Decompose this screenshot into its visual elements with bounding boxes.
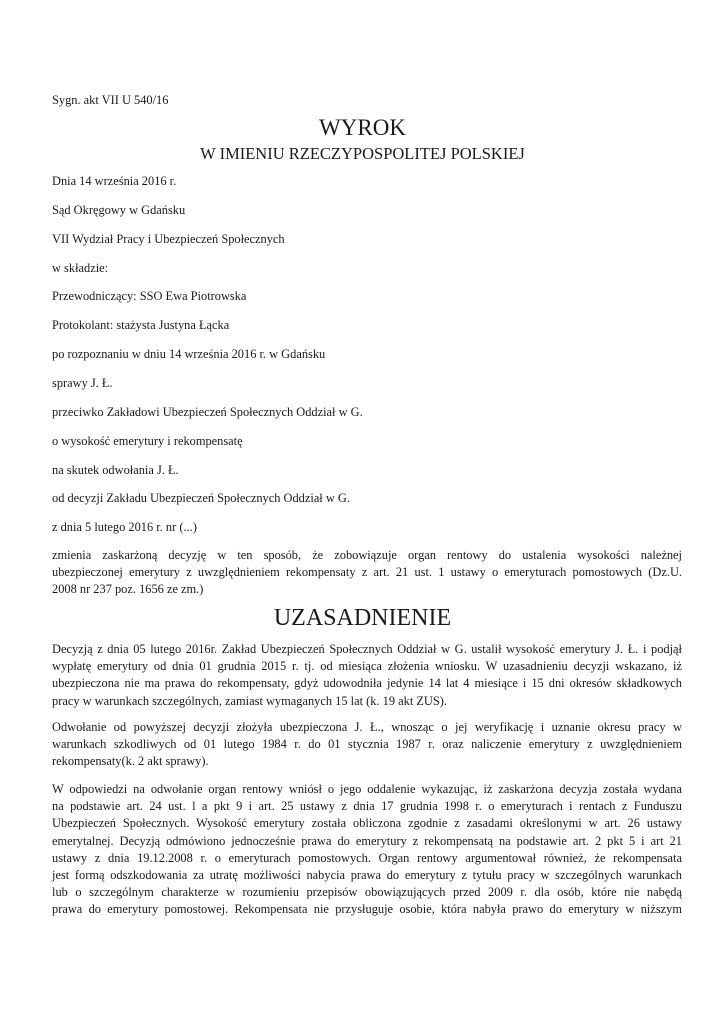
justification-title: UZASADNIENIE bbox=[273, 605, 452, 631]
judgment-title: WYROK bbox=[319, 115, 406, 140]
header-line: Sąd Okręgowy w Gdańsku bbox=[52, 203, 186, 217]
text-line: Decyzją z dnia 05 lutego 2016r. Zakład Ubezpieczeń Społecznych Oddział w G. ustalił wysokość emerytury J. Ł. i podjął bbox=[52, 642, 682, 656]
text-line: ubezpieczona nie ma prawa do rekompensaty, gdyż udowodniła jedynie 14 lat 4 miesiące i 15 dni okresów składkowych bbox=[52, 676, 682, 691]
header-line: w składzie: bbox=[52, 261, 109, 275]
text-line: wypłatę emerytury od dnia 01 grudnia 2015 r. tj. od miesiąca złożenia wniosku. W uzasadnieniu decyzji wskazano, iż bbox=[52, 659, 682, 674]
header-line: po rozpoznaniu w dniu 14 września 2016 r. w Gdańsku bbox=[52, 347, 326, 361]
judgment-subtitle: W IMIENIU RZECZYPOSPOLITEJ POLSKIEJ bbox=[200, 144, 525, 163]
text-line: Ubezpieczeń Społecznych. Wysokość emerytury została obliczona zgodnie z zasadami określonymi w art. 26 ustawy bbox=[52, 816, 682, 831]
header-line: z dnia 5 lutego 2016 r. nr (...) bbox=[52, 520, 197, 534]
header-line: VII Wydział Pracy i Ubezpieczeń Społecznych bbox=[52, 232, 285, 246]
text-line: lub o szczególnym charakterze w rozumieniu przepisów obowiązujących przed 2009 r. dla osób, które nie nabędą bbox=[52, 885, 682, 900]
text-line: jest formą odszkodowania za utratę możliwości nabycia prawa do emerytury z tytułu pracy w szczególnych warunkach bbox=[52, 868, 682, 883]
text-line: 2008 nr 237 poz. 1656 ze zm.) bbox=[52, 582, 204, 597]
text-line: emerytalnej. Decyzją odmówiono jednocześnie prawa do emerytury z rekompensatą na podstawie art. 2 pkt 5 i art 21 bbox=[52, 833, 682, 848]
text-line: warunkach szkodliwych od 01 lutego 1984 r. do 01 stycznia 1987 r. oraz naliczenie emerytury z uwzględnieniem bbox=[52, 737, 682, 752]
text-line: na podstawie art. 24 ust. l a pkt 9 i art. 25 ustawy z dnia 17 grudnia 1998 r. o emeryturach i rentach z Funduszu bbox=[52, 799, 682, 814]
text-line: pracy w warunkach szczególnych, zamiast wymaganych 15 lat (k. 19 akt ZUS). bbox=[52, 693, 447, 708]
justification-paragraph bbox=[52, 641, 682, 710]
text-line: prawa do emerytury pomostowej. Rekompensata nie przysługuje osobie, która nabyła prawo do emerytury w niższym bbox=[52, 902, 682, 917]
header-line: od decyzji Zakładu Ubezpieczeń Społecznych Oddział w G. bbox=[52, 491, 350, 505]
text-line: rekompensaty(k. 2 akt sprawy). bbox=[52, 754, 209, 769]
case-signature: Sygn. akt VII U 540/16 bbox=[52, 93, 169, 107]
header-line: Dnia 14 września 2016 r. bbox=[52, 174, 177, 188]
header-line: Przewodniczący: SSO Ewa Piotrowska bbox=[52, 289, 247, 303]
header-line: na skutek odwołania J. Ł. bbox=[52, 463, 179, 477]
text-line: ubezpieczonej emerytury z uwzględnieniem rekompensaty z art. 21 ust. 1 ustawy o emeryturach pomostowych (Dz.U. bbox=[52, 565, 682, 580]
header-line: sprawy J. Ł. bbox=[52, 376, 113, 390]
ruling-paragraph bbox=[52, 547, 682, 599]
header-line: przeciwko Zakładowi Ubezpieczeń Społecznych Oddział w G. bbox=[52, 405, 363, 419]
text-line: ustawy z dnia 19.12.2008 r. o emeryturach pomostowych. Organ rentowy argumentował również, że rekompensata bbox=[52, 850, 682, 865]
justification-paragraph bbox=[52, 781, 682, 919]
justification-paragraph bbox=[52, 719, 682, 771]
header-line: Protokolant: stażysta Justyna Łącka bbox=[52, 318, 230, 332]
text-line: zmienia zaskarżoną decyzję w ten sposób, że zobowiązuje organ rentowy do ustalenia wysokości należnej bbox=[52, 548, 682, 562]
text-line: W odpowiedzi na odwołanie organ rentowy wniósł o jego oddalenie wykazując, iż zaskarżona decyzja została wydana bbox=[52, 782, 682, 796]
header-line: o wysokość emerytury i rekompensatę bbox=[52, 434, 243, 448]
text-line: Odwołanie od powyższej decyzji złożyła ubezpieczona J. Ł., wnosząc o jej weryfikację i uznanie okresu pracy w bbox=[52, 720, 682, 734]
